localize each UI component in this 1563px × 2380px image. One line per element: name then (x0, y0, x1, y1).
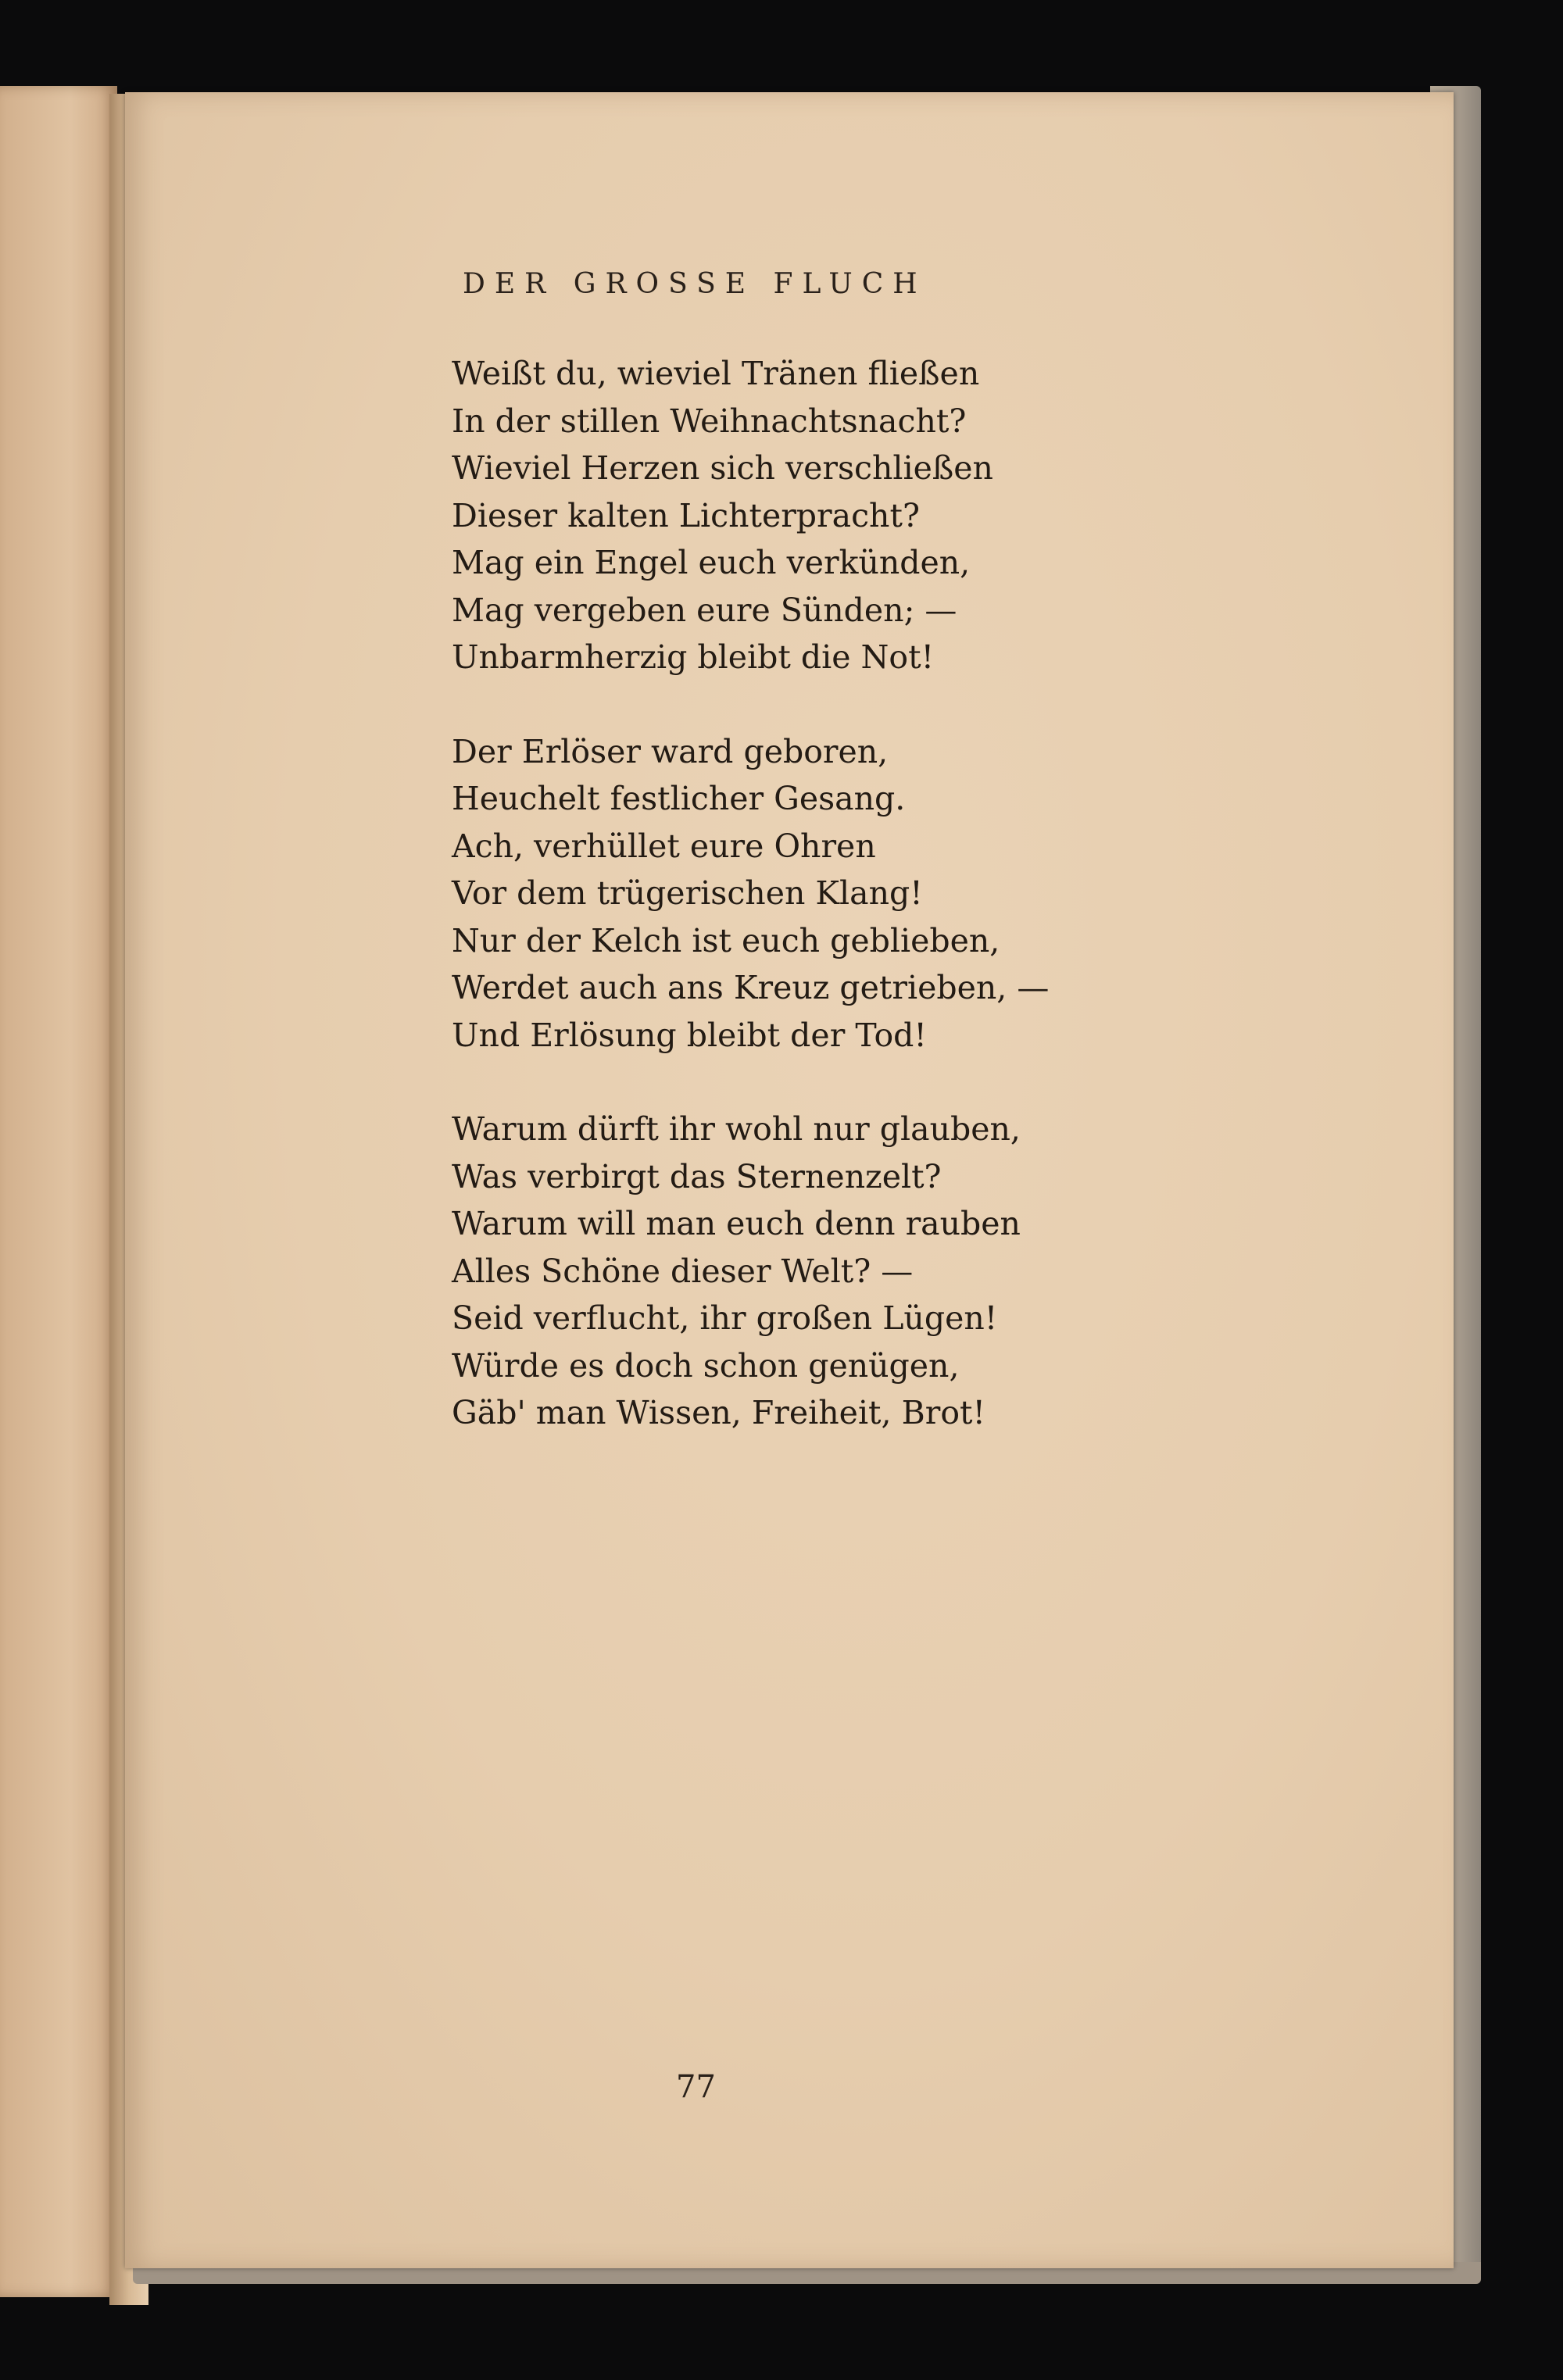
poem-line: Heuchelt festlicher Gesang. (452, 780, 906, 817)
running-head: DER GROSSE FLUCH (463, 268, 927, 300)
previous-page-edge (0, 86, 117, 2297)
poem-line: In der stillen Weihnachtsnacht? (452, 402, 967, 440)
stanza-2 (452, 728, 1049, 1060)
poem-line: Dieser kalten Lichterpracht? (452, 496, 920, 534)
poem-line: Werdet auch ans Kreuz getrieben, — (452, 969, 1050, 1006)
poem-line: Weißt du, wieviel Tränen fließen (452, 355, 980, 392)
page-number: 77 (676, 2069, 716, 2105)
poem-line: Vor dem trügerischen Klang! (452, 874, 923, 912)
stanza-1 (452, 350, 1049, 681)
poem-line: Warum dürft ihr wohl nur glauben, (452, 1110, 1021, 1148)
poem-line: Warum will man euch denn rauben (452, 1205, 1021, 1242)
poem-line: Alles Schöne dieser Welt? — (452, 1252, 914, 1290)
poem-line: Ach, verhüllet eure Ohren (452, 827, 876, 865)
book-page (125, 92, 1454, 2268)
poem-line: Wieviel Herzen sich verschließen (452, 449, 993, 487)
poem-line: Mag ein Engel euch verkünden, (452, 544, 971, 581)
poem-line: Mag vergeben eure Sünden; — (452, 591, 957, 629)
poem-line: Würde es doch schon genügen, (452, 1346, 960, 1385)
stanza-3 (452, 1106, 1049, 1437)
poem (452, 350, 1049, 1484)
poem-line: Seid verflucht, ihr großen Lügen! (452, 1299, 998, 1337)
poem-line: Nur der Kelch ist euch geblieben, (452, 921, 1000, 960)
poem-line: Und Erlösung bleibt der Tod! (452, 1016, 927, 1054)
poem-line: Was verbirgt das Sternenzelt? (452, 1157, 942, 1195)
poem-line: Der Erlöser ward geboren, (452, 732, 889, 770)
poem-line: Gäb' man Wissen, Freiheit, Brot! (452, 1394, 985, 1431)
poem-line: Unbarmherzig bleibt die Not! (452, 638, 935, 676)
